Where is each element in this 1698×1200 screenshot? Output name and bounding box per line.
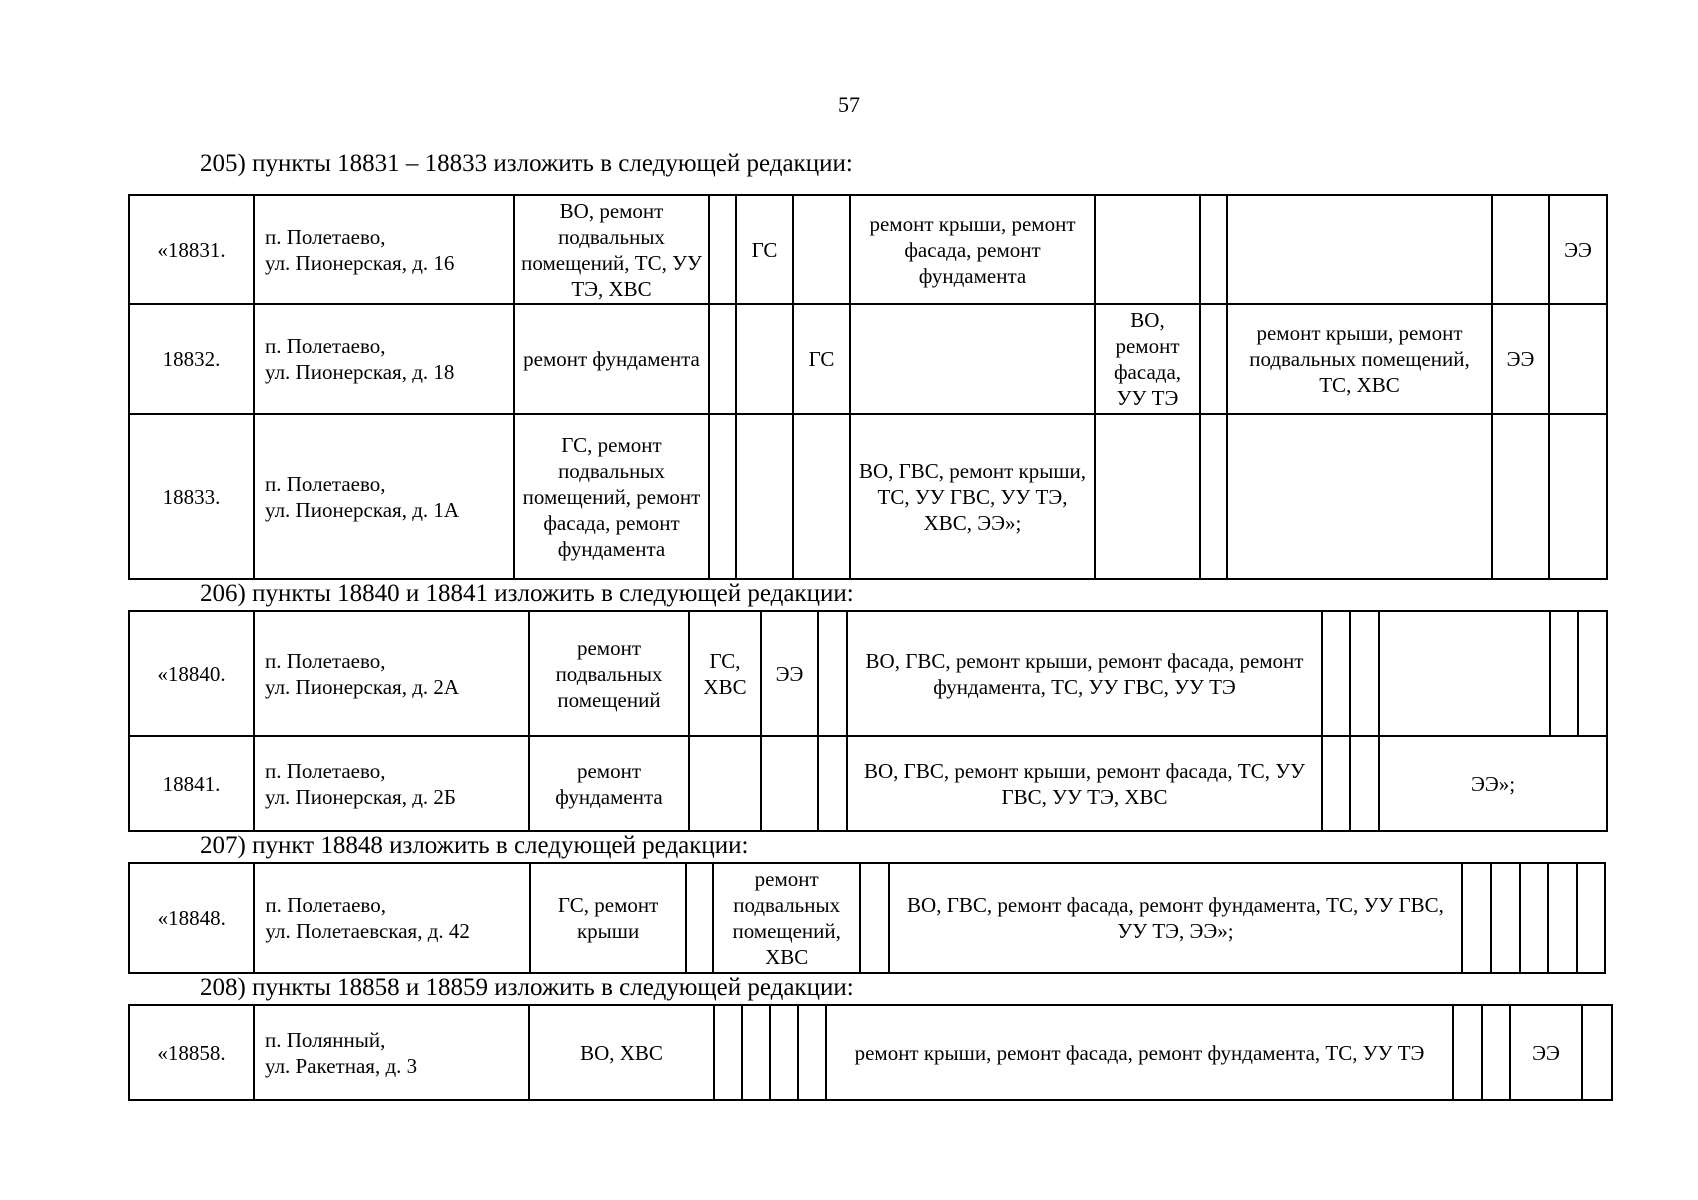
address-line-2: ул. Пионерская, д. 1А [265,497,460,522]
table-row [129,195,1607,304]
work-cell [818,736,847,831]
row-number: «18858. [129,1005,254,1100]
address-line-1: п. Полянный, [265,1027,386,1052]
address-line-2: ул. Пионерская, д. 2А [265,674,460,699]
work-cell: ЭЭ [761,611,818,736]
work-cell [736,414,793,579]
work-cell: ВО, ГВС, ремонт фасада, ремонт фундамента, ТС, УУ ГВС, УУ ТЭ, ЭЭ»; [889,863,1463,973]
row-number: 18832. [129,304,254,414]
table-row [129,863,1605,973]
row-number: «18831. [129,195,254,304]
address-cell [254,611,529,736]
address-cell [254,736,529,831]
section-table-208 [128,1004,1613,1101]
work-cell [1350,611,1379,736]
work-cell: ремонт фундамента [514,304,709,414]
work-cell [761,736,818,831]
work-cell [850,304,1095,414]
address-cell [254,304,514,414]
address-line-1: п. Полетаево, [265,893,386,917]
work-cell: ВО, ремонт подвальных помещений, ТС, УУ ТЭ, ХВС [514,195,709,304]
section-table-205 [128,194,1608,580]
work-cell [860,863,888,973]
work-cell [1462,863,1490,973]
work-cell [1227,414,1492,579]
table-row [129,1005,1612,1100]
work-cell: ремонт крыши, ремонт фасада, ремонт фундамента [850,195,1095,304]
table-row [129,304,1607,414]
work-cell [798,1005,826,1100]
table-row [129,611,1607,736]
work-cell: ремонт крыши, ремонт подвальных помещений, ТС, ХВС [1227,304,1492,414]
work-cell: ремонт фундамента [529,736,689,831]
work-cell [1095,195,1200,304]
work-cell: ЭЭ [1510,1005,1582,1100]
work-cell [1200,304,1227,414]
section-heading-205: 205) пункты 18831 – 18833 изложить в следующей редакции: [200,150,853,177]
work-cell: ремонт крыши, ремонт фасада, ремонт фундамента, ТС, УУ ТЭ [826,1005,1453,1100]
work-cell [1200,195,1227,304]
work-cell [1095,414,1200,579]
address-line-1: п. Полетаево, [265,334,386,358]
work-cell: ремонт подвальных помещений, ХВС [713,863,860,973]
work-cell [1492,195,1549,304]
address-cell [254,195,514,304]
work-cell: ВО, ХВС [529,1005,714,1100]
work-cell [770,1005,798,1100]
section-heading-208: 208) пункты 18858 и 18859 изложить в следующей редакции: [200,974,854,1001]
work-cell [709,195,736,304]
address-line-2: ул. Ракетная, д. 3 [265,1053,418,1078]
work-cell [1548,863,1577,973]
work-cell: ГС [793,304,850,414]
work-cell [1200,414,1227,579]
work-cell: ГС, ремонт подвальных помещений, ремонт фасада, ремонт фундамента [514,414,709,579]
work-cell [709,414,736,579]
work-cell: ЭЭ [1492,304,1549,414]
address-line-1: п. Полетаево, [265,648,386,673]
address-cell [254,863,530,973]
work-cell [1492,414,1549,579]
work-cell: ВО, ремонт фасада, УУ ТЭ [1095,304,1200,414]
table-row [129,414,1607,579]
address-line-1: п. Полетаево, [265,758,386,783]
work-cell [742,1005,770,1100]
work-cell: ВО, ГВС, ремонт крыши, ТС, УУ ГВС, УУ ТЭ, ХВС, ЭЭ»; [850,414,1095,579]
work-cell [686,863,713,973]
work-cell [1549,304,1607,414]
address-line-1: п. Полетаево, [265,471,386,496]
address-line-2: ул. Пионерская, д. 18 [265,360,455,384]
work-cell [689,736,761,831]
section-heading-207: 207) пункт 18848 изложить в следующей редакции: [200,832,749,859]
work-cell: ГС, ХВС [689,611,761,736]
work-cell [1322,611,1350,736]
address-line-2: ул. Пионерская, д. 2Б [265,784,456,809]
row-number: 18841. [129,736,254,831]
section-heading-206: 206) пункты 18840 и 18841 изложить в следующей редакции: [200,580,854,607]
work-cell [1482,1005,1510,1100]
page-number: 57 [838,92,860,117]
work-cell [793,414,850,579]
address-line-2: ул. Полетаевская, д. 42 [265,919,470,943]
address-line-1: п. Полетаево, [265,224,386,249]
work-cell [1350,736,1379,831]
work-cell [1227,195,1492,304]
work-cell [1520,863,1548,973]
work-cell [1322,736,1350,831]
work-cell: ЭЭ»; [1379,736,1607,831]
work-cell [709,304,736,414]
row-number: «18840. [129,611,254,736]
work-cell [1550,611,1578,736]
work-cell: ЭЭ [1549,195,1607,304]
address-cell [254,414,514,579]
work-cell [793,195,850,304]
work-cell [1379,611,1550,736]
table-row [129,736,1607,831]
address-cell [254,1005,529,1100]
address-line-2: ул. Пионерская, д. 16 [265,250,455,275]
work-cell [1453,1005,1482,1100]
work-cell [736,304,793,414]
work-cell [1549,414,1607,579]
work-cell: ГС, ремонт крыши [530,863,686,973]
work-cell [818,611,847,736]
work-cell: ВО, ГВС, ремонт крыши, ремонт фасада, ремонт фундамента, ТС, УУ ГВС, УУ ТЭ [847,611,1322,736]
row-number: 18833. [129,414,254,579]
work-cell [1578,611,1607,736]
work-cell: ремонт подвальных помещений [529,611,689,736]
work-cell [1491,863,1520,973]
section-table-206 [128,610,1608,832]
work-cell [714,1005,742,1100]
section-table-207 [128,862,1606,974]
work-cell [1577,863,1605,973]
work-cell: ГС [736,195,793,304]
work-cell: ВО, ГВС, ремонт крыши, ремонт фасада, ТС, УУ ГВС, УУ ТЭ, ХВС [847,736,1322,831]
work-cell [1582,1005,1612,1100]
row-number: «18848. [129,863,254,973]
